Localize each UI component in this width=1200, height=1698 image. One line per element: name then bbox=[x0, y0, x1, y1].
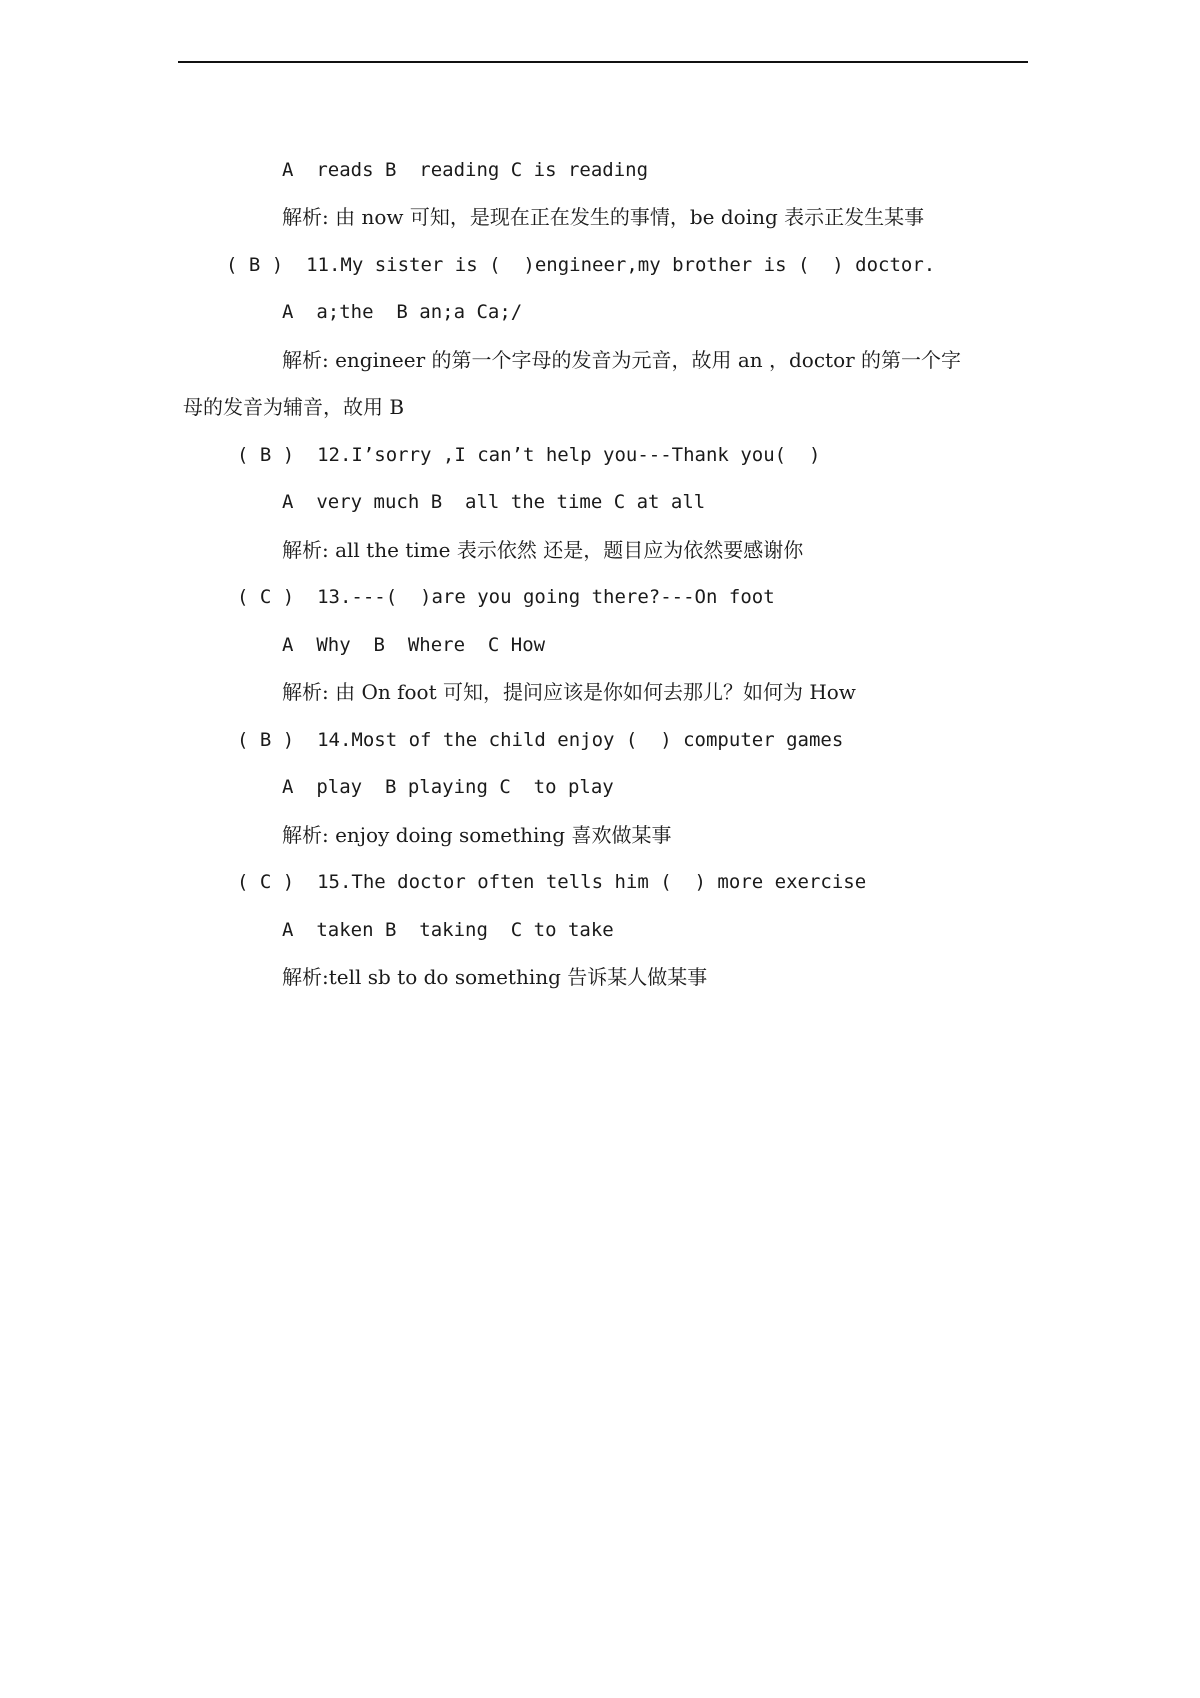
q11-options: A a;the B an;a Ca;/ bbox=[282, 301, 523, 323]
q15-analysis: 解析:tell sb to do something 告诉某人做某事 bbox=[282, 965, 708, 989]
q11-analysis-line2: 母的发音为辅音，故用 B bbox=[183, 395, 405, 419]
q12-question: ( B ) 12.I’sorry ,I can’t help you---Thank you( ) bbox=[237, 444, 821, 466]
q14-analysis: 解析: enjoy doing something 喜欢做某事 bbox=[282, 823, 672, 847]
header-rule bbox=[178, 61, 1028, 63]
q11-question: ( B ) 11.My sister is ( )engineer,my brother is ( ) doctor. bbox=[226, 254, 936, 276]
q12-analysis: 解析: all the time 表示依然 还是，题目应为依然要感谢你 bbox=[282, 538, 804, 562]
q13-options: A Why B Where C How bbox=[282, 634, 546, 656]
q11-analysis-line1: 解析: engineer 的第一个字母的发音为元音，故用 an ，doctor 的第一个字 bbox=[282, 348, 962, 372]
q13-question: ( C ) 13.---( )are you going there?---On foot bbox=[237, 586, 775, 608]
q10-analysis: 解析: 由 now 可知，是现在正在发生的事情，be doing 表示正发生某事 bbox=[282, 205, 925, 229]
q13-analysis: 解析: 由 On foot 可知，提问应该是你如何去那儿？如何为 How bbox=[282, 680, 856, 704]
q15-question: ( C ) 15.The doctor often tells him ( ) more exercise bbox=[237, 871, 867, 893]
q14-question: ( B ) 14.Most of the child enjoy ( ) computer games bbox=[237, 729, 844, 751]
q10-options: A reads B reading C is reading bbox=[282, 159, 649, 181]
q15-options: A taken B taking C to take bbox=[282, 919, 614, 941]
q14-options: A play B playing C to play bbox=[282, 776, 614, 798]
q12-options: A very much B all the time C at all bbox=[282, 491, 706, 513]
